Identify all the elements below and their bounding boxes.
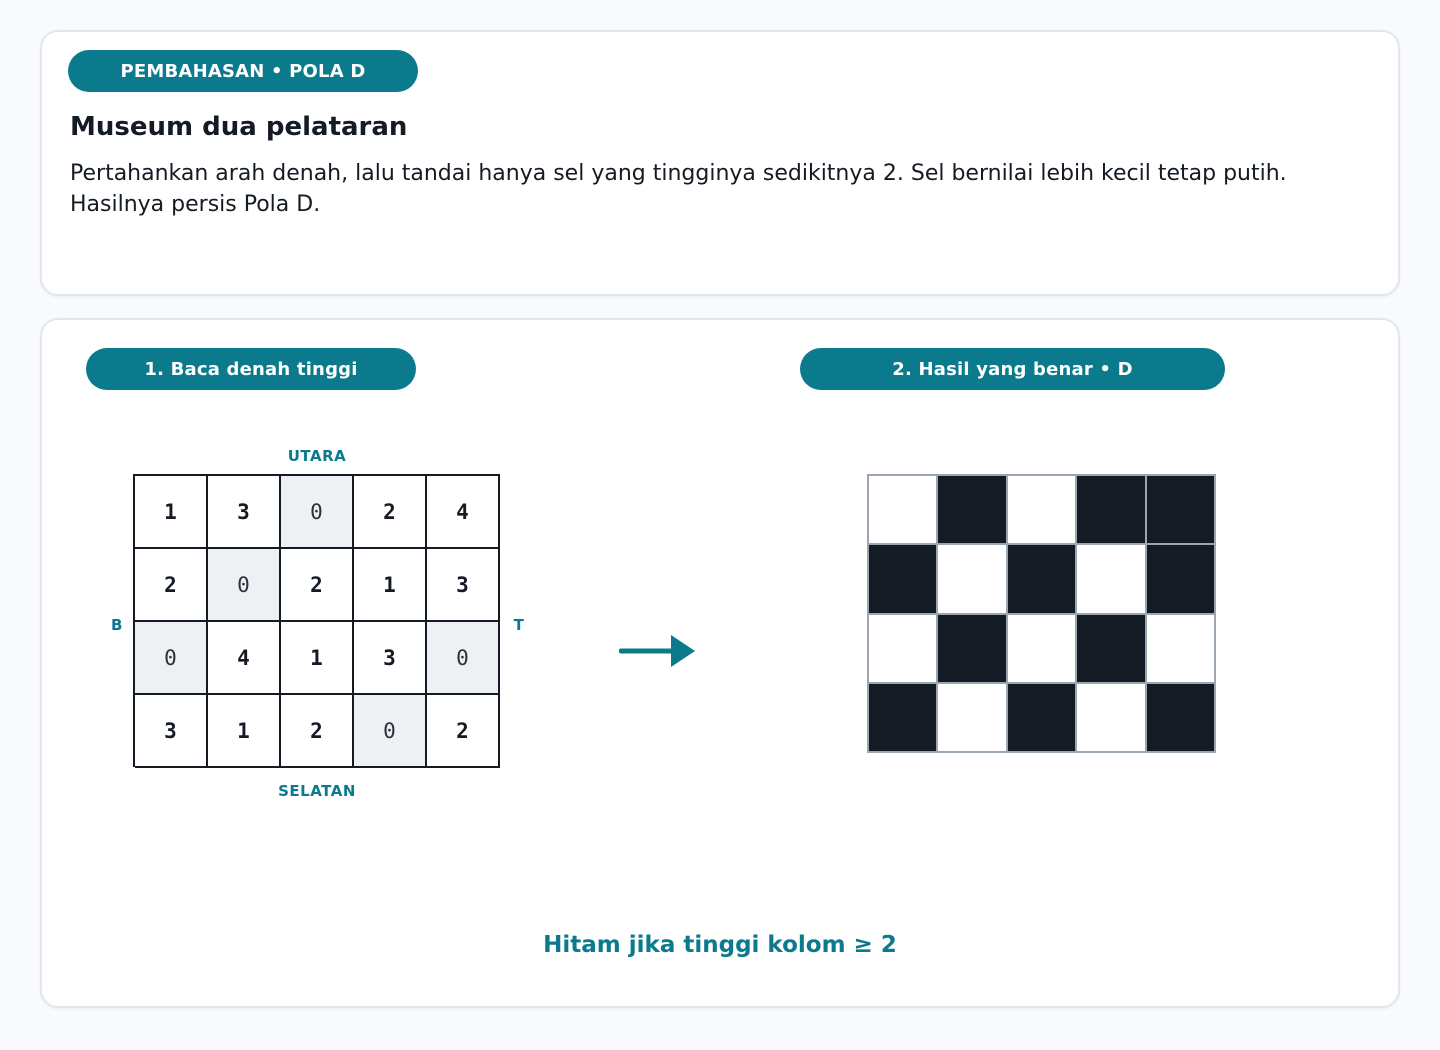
arrow-right-icon — [619, 633, 697, 669]
step1-label: 1. Baca denah tinggi — [86, 348, 416, 390]
result-cell-black — [1076, 614, 1145, 683]
height-cell: 2 — [427, 695, 500, 768]
height-cell: 0 — [208, 549, 281, 622]
height-cell: 0 — [135, 622, 208, 695]
result-cell-black — [1146, 475, 1215, 544]
result-cell-white — [1146, 614, 1215, 683]
height-cell: 0 — [354, 695, 427, 768]
result-cell-white — [1007, 475, 1076, 544]
height-cell: 2 — [354, 476, 427, 549]
compass-south: SELATAN — [278, 782, 356, 800]
height-cell: 0 — [281, 476, 354, 549]
result-cell-black — [1007, 683, 1076, 752]
result-cell-white — [1076, 683, 1145, 752]
puzzle-title: Museum dua pelataran — [70, 112, 408, 142]
result-cell-black — [1146, 683, 1215, 752]
result-cell-black — [1007, 544, 1076, 613]
height-cell: 1 — [281, 622, 354, 695]
height-cell: 2 — [281, 695, 354, 768]
section-badge: PEMBAHASAN • POLA D — [68, 50, 418, 92]
height-cell: 3 — [135, 695, 208, 768]
step2-label: 2. Hasil yang benar • D — [800, 348, 1225, 390]
height-cell: 2 — [281, 549, 354, 622]
height-cell: 0 — [427, 622, 500, 695]
compass-west: B — [111, 616, 123, 634]
result-cell-white — [937, 544, 1006, 613]
result-cell-black — [1146, 544, 1215, 613]
compass-east: T — [513, 616, 525, 634]
height-cell: 3 — [427, 549, 500, 622]
solution-card — [40, 318, 1400, 1008]
result-cell-white — [1007, 614, 1076, 683]
height-cell: 4 — [208, 622, 281, 695]
intro-card — [40, 30, 1400, 296]
result-cell-black — [868, 544, 937, 613]
height-cell: 1 — [354, 549, 427, 622]
compass-north: UTARA — [287, 447, 347, 465]
result-pattern-grid — [867, 474, 1216, 753]
height-map-grid — [133, 474, 500, 767]
height-cell: 3 — [208, 476, 281, 549]
result-cell-white — [937, 683, 1006, 752]
height-cell: 3 — [354, 622, 427, 695]
height-cell: 1 — [135, 476, 208, 549]
result-cell-black — [1076, 475, 1145, 544]
height-cell: 1 — [208, 695, 281, 768]
height-cell: 4 — [427, 476, 500, 549]
height-cell: 2 — [135, 549, 208, 622]
rule-caption: Hitam jika tinggi kolom ≥ 2 — [543, 932, 897, 958]
result-cell-white — [868, 475, 937, 544]
result-cell-white — [868, 614, 937, 683]
result-cell-black — [868, 683, 937, 752]
result-cell-white — [1076, 544, 1145, 613]
puzzle-description: Pertahankan arah denah, lalu tandai hanya sel yang tingginya sedikitnya 2. Sel bernilai lebih kecil tetap putih. Hasilnya persis Pola D. — [70, 161, 1287, 217]
result-cell-black — [937, 614, 1006, 683]
result-cell-black — [937, 475, 1006, 544]
